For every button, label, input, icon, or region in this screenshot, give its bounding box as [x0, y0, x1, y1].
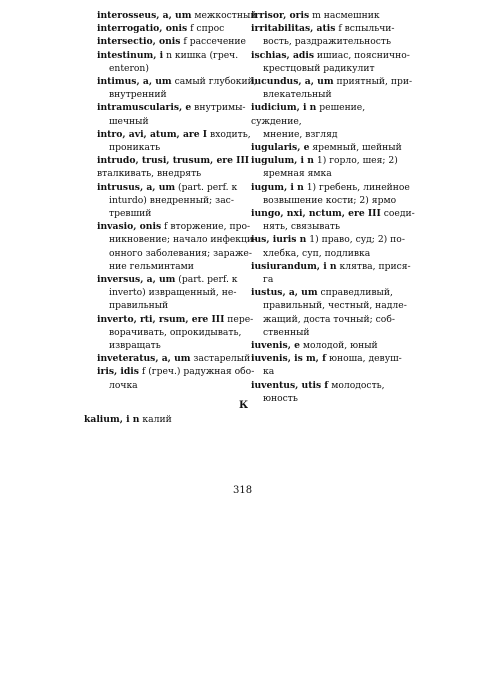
entry-headword: invasio, onis: [97, 221, 162, 233]
dictionary-entry: [97, 273, 275, 313]
entry-definition-line: хлебка, суп, подливка: [263, 247, 371, 259]
entry-definition-line: лочка: [109, 379, 138, 391]
dictionary-entry: [251, 75, 416, 101]
entry-definition-line: застарелый: [193, 353, 251, 365]
entry-definition-line: 1) право, суд; 2) по-: [309, 234, 405, 246]
dictionary-entry: [97, 35, 275, 48]
entry-headword: irrisor, oris: [251, 10, 310, 21]
entry-definition-line: крестцовый радикулит: [263, 62, 375, 74]
entry-definition-line: молодой, юный: [302, 340, 378, 352]
entry-headword: iuventus, utis f: [251, 379, 329, 391]
dictionary-entry: [251, 379, 416, 405]
entry-headword: intrusus, a, um: [97, 181, 176, 193]
entry-definition-line: inverto) извращенный, не-: [109, 287, 237, 299]
entry-headword: interrogatio, onis: [97, 23, 188, 35]
entry-definition-line: юноша, девуш-: [328, 353, 402, 365]
dictionary-entry: [97, 220, 275, 273]
entry-definition-line: справедливый,: [320, 287, 393, 299]
entry-definition-line: (part. perf. к: [178, 274, 238, 286]
entry-headword: interosseus, a, um: [97, 10, 192, 21]
dictionary-entry: [97, 101, 275, 127]
entry-definition-line: влекательный: [263, 89, 332, 101]
entry-definition-line: ворачивать, опрокидывать,: [109, 326, 242, 338]
entry-definition-line: правильный: [109, 300, 169, 312]
entry-headword: intersectio, onis: [97, 36, 181, 48]
entry-headword: iudicium, i n: [251, 102, 317, 114]
entry-definition-line: f спрос: [190, 23, 225, 35]
entry-definition-line: яремный, шейный: [312, 142, 402, 154]
page-number: 318: [233, 485, 253, 496]
entry-definition-line: тревший: [109, 208, 152, 220]
entry-definition-line: соеди-: [383, 208, 415, 220]
entry-definition-line: жащий, доста точный; соб-: [263, 313, 395, 325]
entry-headword: inveteratus, a, um: [97, 353, 191, 365]
entry-definition-line: n кишка (греч.: [166, 49, 239, 61]
dictionary-entry: [97, 181, 275, 221]
dictionary-entry: [97, 313, 275, 353]
entry-headword: intro, avi, atum, are I: [97, 128, 208, 140]
entry-definition-line: f вторжение, про-: [164, 221, 251, 233]
entry-headword: ischias, adis: [251, 49, 314, 61]
entry-definition-line: молодость,: [331, 379, 385, 391]
entry-definition-line: решение, суждение,: [251, 102, 366, 127]
entry-definition-line: мнение, взгляд: [263, 128, 338, 140]
dictionary-entry: [251, 339, 416, 352]
entry-definition-line: яремная ямка: [263, 168, 332, 180]
entry-definition-line: вость, раздражительность: [263, 36, 391, 48]
dictionary-entry: [97, 75, 275, 101]
entry-headword: inversus, a, um: [97, 274, 176, 286]
dictionary-entry: [251, 352, 416, 378]
right-column: [251, 9, 416, 405]
dictionary-entry: [251, 233, 416, 259]
entry-definition-line: вталкивать, внедрять: [97, 168, 202, 180]
entry-headword: inverto, rti, rsum, ere III: [97, 313, 225, 325]
dictionary-entry: [251, 9, 416, 22]
entry-headword: irritabilitas, atis: [251, 23, 336, 35]
entry-definition-line: 1) гребень, линейное: [306, 181, 410, 193]
entry-definition-line: ишиас, пояснично-: [316, 49, 410, 61]
entry-definition-line: шечный: [109, 115, 149, 127]
entry-definition-line: ние гельминтами: [109, 260, 194, 272]
entry-definition-line: f вспыльчи-: [338, 23, 395, 35]
dictionary-entry: [97, 154, 275, 180]
entry-definition-line: пере-: [227, 313, 254, 325]
entry-definition-line: (part. perf. к: [178, 181, 238, 193]
entry-headword: iris, idis: [97, 366, 139, 378]
entry-headword: iusiurandum, i n: [251, 260, 337, 272]
entry-headword: intrudo, trusi, trusum, ere III: [97, 155, 250, 167]
entry-definition-line: возвышение кости; 2) ярмо: [263, 194, 397, 206]
dictionary-entry: [97, 365, 275, 391]
entry-definition-line: m насмешник: [312, 10, 380, 21]
entry-definition-line: га: [263, 274, 274, 286]
dictionary-entry: [251, 49, 416, 75]
entry-definition-line: внутренний: [109, 89, 167, 101]
entry-definition-line: нять, связывать: [263, 221, 341, 233]
dictionary-entry-kalium: [84, 413, 172, 426]
entry-definition-line: внутримы-: [194, 102, 246, 114]
entry-definition-line: входить,: [210, 128, 251, 140]
entry-definition-line: ственный: [263, 326, 310, 338]
dictionary-entry: [251, 101, 416, 141]
entry-definition-line: извращать: [109, 340, 161, 352]
entry-headword: iuvenis, is m, f: [251, 353, 327, 365]
entry-definition-line: межкостный: [194, 10, 257, 21]
dictionary-entry: [251, 141, 416, 154]
entry-definition-line: правильный, честный, надле-: [263, 300, 407, 312]
section-letter: К: [239, 400, 249, 411]
entry-definition-line: enteron): [109, 62, 149, 74]
entry-headword: intimus, a, um: [97, 76, 172, 88]
dictionary-entry: [251, 154, 416, 180]
left-column: [97, 9, 275, 392]
entry-definition-line: онного заболевания; зараже-: [109, 247, 252, 259]
dictionary-entry: [251, 286, 416, 339]
entry-headword: iuvenis, e: [251, 340, 300, 352]
entry-definition-line: юность: [263, 392, 298, 404]
entry-headword: intramuscularis, e: [97, 102, 192, 114]
entry-headword: intestinum, i: [97, 49, 164, 61]
entry-headword: iugulum, i n: [251, 155, 314, 167]
entry-headword: kalium, i n: [84, 414, 140, 425]
dictionary-entry: [97, 9, 275, 22]
entry-definition-line: самый глубокий,: [174, 76, 257, 88]
entry-definition-line: приятный, при-: [336, 76, 413, 88]
dictionary-entry: [97, 352, 275, 365]
entry-headword: iugum, i n: [251, 181, 304, 193]
entry-headword: iustus, a, um: [251, 287, 318, 299]
entry-definition-line: f рассечение: [183, 36, 246, 48]
entry-headword: iungo, nxi, nctum, ere III: [251, 208, 381, 220]
entry-definition-line: ка: [263, 366, 275, 378]
entry-headword: iucundus, a, um: [251, 76, 334, 88]
entry-headword: iugularis, e: [251, 142, 310, 154]
dictionary-entry: [251, 22, 416, 48]
entry-headword: ius, iuris n: [251, 234, 307, 246]
dictionary-entry: [251, 260, 416, 286]
entry-definition-line: никновение; начало инфекци-: [109, 234, 257, 246]
entry-definition: калий: [142, 414, 172, 425]
dictionary-entry: [251, 207, 416, 233]
entry-definition-line: 1) горло, шея; 2): [316, 155, 398, 167]
dictionary-entry: [251, 181, 416, 207]
entry-definition-line: f (греч.) радужная обо-: [141, 366, 255, 378]
entry-definition-line: inturdo) внедренный; зас-: [109, 194, 234, 206]
dictionary-entry: [97, 49, 275, 75]
dictionary-entry: [97, 128, 275, 154]
dictionary-entry: [97, 22, 275, 35]
entry-definition-line: клятва, прися-: [339, 260, 411, 272]
entry-definition-line: проникать: [109, 142, 161, 154]
